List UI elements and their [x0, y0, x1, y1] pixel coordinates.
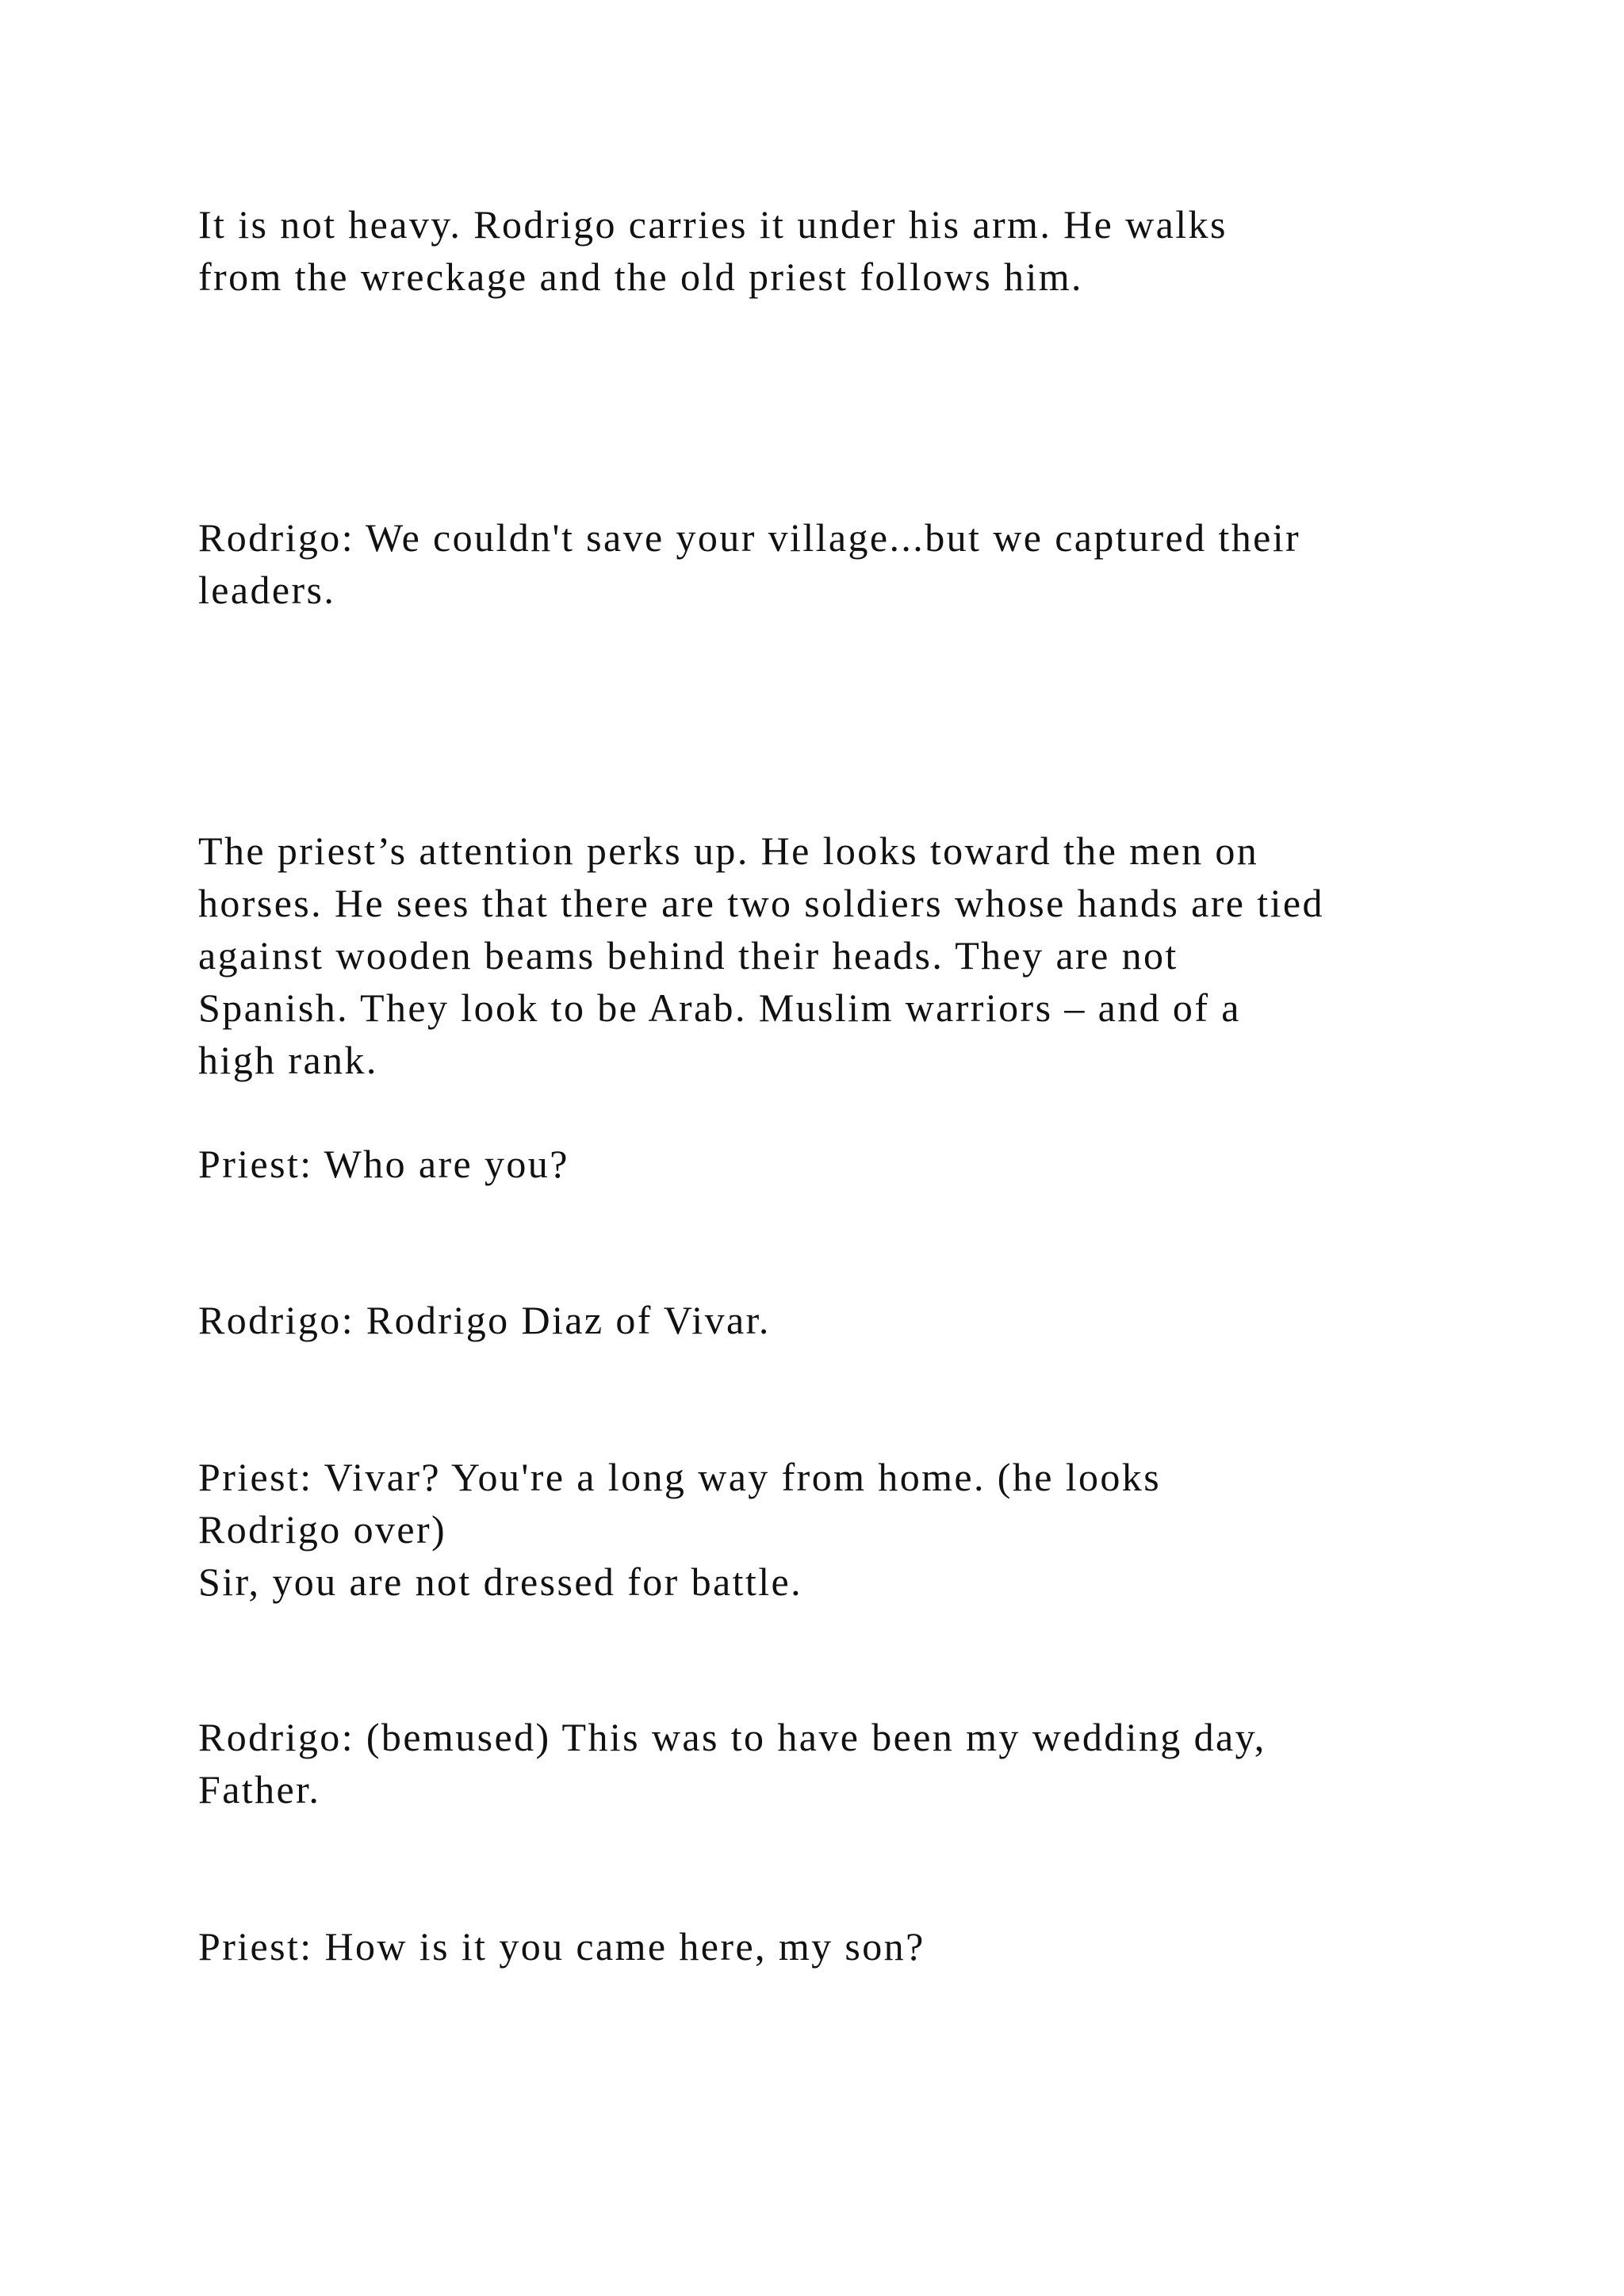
text-line: against wooden beams behind their heads. They are not	[198, 933, 1178, 978]
text-line: horses. He sees that there are two soldiers whose hands are tied	[198, 881, 1324, 925]
paragraph-narration-1	[198, 198, 1467, 303]
text-line: Rodrigo: (bemused) This was to have been my wedding day,	[198, 1715, 1266, 1759]
paragraph-dialogue-rodrigo-3	[198, 1711, 1467, 1816]
text-line: Priest: Vivar? You're a long way from home. (he looks	[198, 1455, 1162, 1499]
paragraph-narration-2	[198, 825, 1467, 1086]
text-line: leaders.	[198, 568, 336, 612]
text-line: Rodrigo: Rodrigo Diaz of Vivar.	[198, 1298, 771, 1342]
text-line: high rank.	[198, 1038, 378, 1082]
text-line: Rodrigo over)	[198, 1507, 447, 1552]
text-line: from the wreckage and the old priest follows him.	[198, 254, 1083, 299]
paragraph-dialogue-priest-1	[198, 1138, 1467, 1190]
paragraph-dialogue-rodrigo-2	[198, 1294, 1467, 1346]
text-line: Sir, you are not dressed for battle.	[198, 1559, 802, 1604]
paragraph-dialogue-rodrigo-1	[198, 511, 1467, 616]
text-line: Father.	[198, 1767, 321, 1812]
text-line: Rodrigo: We couldn't save your village...but we captured their	[198, 515, 1301, 560]
text-line: Priest: Who are you?	[198, 1142, 569, 1186]
text-line: The priest’s attention perks up. He looks toward the men on	[198, 828, 1259, 873]
text-line: Priest: How is it you came here, my son?	[198, 1924, 925, 1969]
paragraph-dialogue-priest-2	[198, 1451, 1467, 1608]
paragraph-dialogue-priest-3	[198, 1920, 1467, 1973]
text-line: Spanish. They look to be Arab. Muslim warriors – and of a	[198, 985, 1241, 1030]
text-line: It is not heavy. Rodrigo carries it under his arm. He walks	[198, 202, 1228, 247]
